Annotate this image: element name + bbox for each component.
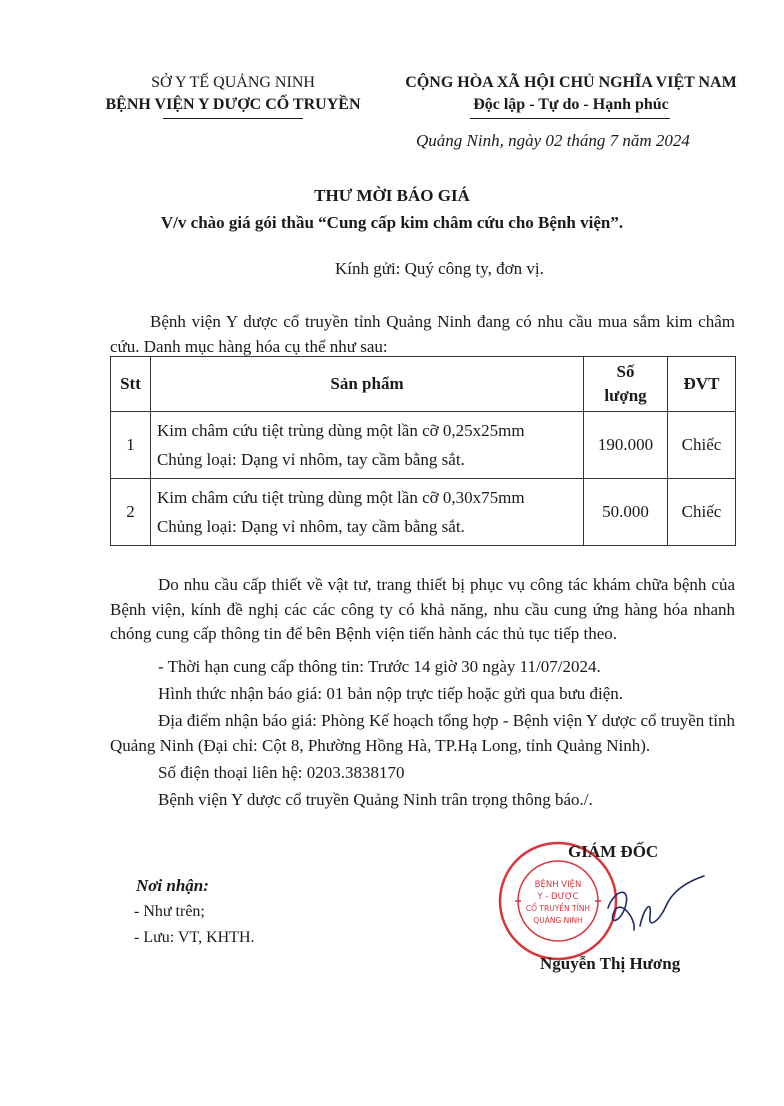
submission-location-paragraph: Địa điểm nhận báo giá: Phòng Kế hoạch tổng hợp - Bệnh viện Y dược cổ truyền tỉnh Quảng Ninh (Đại chỉ: Cột 8, Phường Hồng Hà, TP.Hạ Long, tỉnh Quảng Ninh). — [110, 711, 735, 755]
header-unit: ĐVT — [668, 357, 736, 412]
submission-form-line: Hình thức nhận báo giá: 01 bản nộp trực tiếp hoặc gửi qua bưu điện. — [158, 684, 624, 703]
recipient-line: Kính gửi: Quý công ty, đơn vị. — [335, 259, 544, 278]
header-qty-line1: Số — [616, 362, 635, 381]
row-qty: 50.000 — [584, 479, 668, 546]
svg-text:CỔ TRUYỀN TỈNH: CỔ TRUYỀN TỈNH — [525, 904, 591, 913]
row-product-name: Kim châm cứu tiệt trùng dùng một lần cỡ 0,30x75mm — [156, 488, 525, 507]
deadline-line: - Thời hạn cung cấp thông tin: Trước 14 giờ 30 ngày 11/07/2024. — [158, 657, 601, 676]
table-header-row — [111, 357, 736, 412]
signer-position: GIÁM ĐỐC — [568, 842, 659, 861]
header-qty — [584, 357, 668, 412]
country-name: CỘNG HÒA XÃ HỘI CHỦ NGHĨA VIỆT NAM — [405, 74, 737, 91]
table-row — [111, 479, 736, 546]
product-table — [110, 356, 736, 546]
row-product — [150, 479, 583, 546]
svg-text:QUẢNG NINH: QUẢNG NINH — [533, 916, 583, 925]
row-product-name: Kim châm cứu tiệt trùng dùng một lần cỡ 0,25x25mm — [156, 421, 525, 440]
issuer-hospital: BỆNH VIỆN Y DƯỢC CỔ TRUYỀN — [105, 96, 361, 113]
motto-underline — [470, 118, 670, 119]
svg-text:BỆNH VIỆN: BỆNH VIỆN — [534, 880, 582, 890]
national-motto-block — [386, 72, 756, 116]
closing-line: Bệnh viện Y dược cổ truyền Quảng Ninh trân trọng thông báo./. — [158, 790, 593, 809]
issuer-underline — [163, 118, 303, 119]
phone-line: Số điện thoại liên hệ: 0203.3838170 — [158, 763, 405, 782]
recipients-block — [136, 873, 255, 951]
recipients-heading: Nơi nhận: — [136, 876, 209, 895]
recipients-line: - Lưu: VT, KHTH. — [134, 929, 255, 946]
document-date: Quảng Ninh, ngày 02 tháng 7 năm 2024 — [416, 131, 690, 150]
document-subject: V/v chào giá gói thầu “Cung cấp kim châm cứu cho Bệnh viện”. — [160, 213, 624, 232]
issuer-block — [78, 72, 388, 116]
row-product-type: Chủng loại: Dạng vỉ nhôm, tay cầm bằng sắt. — [156, 517, 465, 536]
row-unit: Chiếc — [668, 479, 736, 546]
row-product — [150, 412, 583, 479]
header-stt: Stt — [111, 357, 151, 412]
row-stt: 2 — [111, 479, 151, 546]
recipients-line: - Như trên; — [134, 903, 205, 920]
svg-text:Y - DƯỢC: Y - DƯỢC — [537, 892, 579, 902]
document-title: THƯ MỜI BÁO GIÁ — [314, 186, 470, 205]
row-product-type: Chủng loại: Dạng vỉ nhôm, tay cầm bằng sắt. — [156, 450, 465, 469]
header-qty-line2: lượng — [604, 386, 647, 405]
intro-paragraph: Bệnh viện Y dược cổ truyền tỉnh Quảng Ninh đang có nhu cầu mua sắm kim châm cứu. Danh mục hàng hóa cụ thể như sau: — [110, 312, 735, 356]
motto: Độc lập - Tự do - Hạnh phúc — [473, 96, 669, 113]
table-row — [111, 412, 736, 479]
row-unit: Chiếc — [668, 412, 736, 479]
issuer-department: SỞ Y TẾ QUẢNG NINH — [151, 74, 315, 91]
header-product: Sản phẩm — [150, 357, 583, 412]
request-paragraph: Do nhu cầu cấp thiết về vật tư, trang thiết bị phục vụ công tác khám chữa bệnh của Bệnh viện, kính đề nghị các các công ty có khả năng, nhu cầu cung ứng hàng hóa nhanh chóng cung cấp thông tin để bên Bệnh viện tiến hành các thủ tục tiếp theo. — [110, 575, 735, 643]
signer-name: Nguyễn Thị Hương — [540, 954, 681, 973]
handwritten-signature-icon — [600, 868, 710, 948]
row-qty: 190.000 — [584, 412, 668, 479]
row-stt: 1 — [111, 412, 151, 479]
